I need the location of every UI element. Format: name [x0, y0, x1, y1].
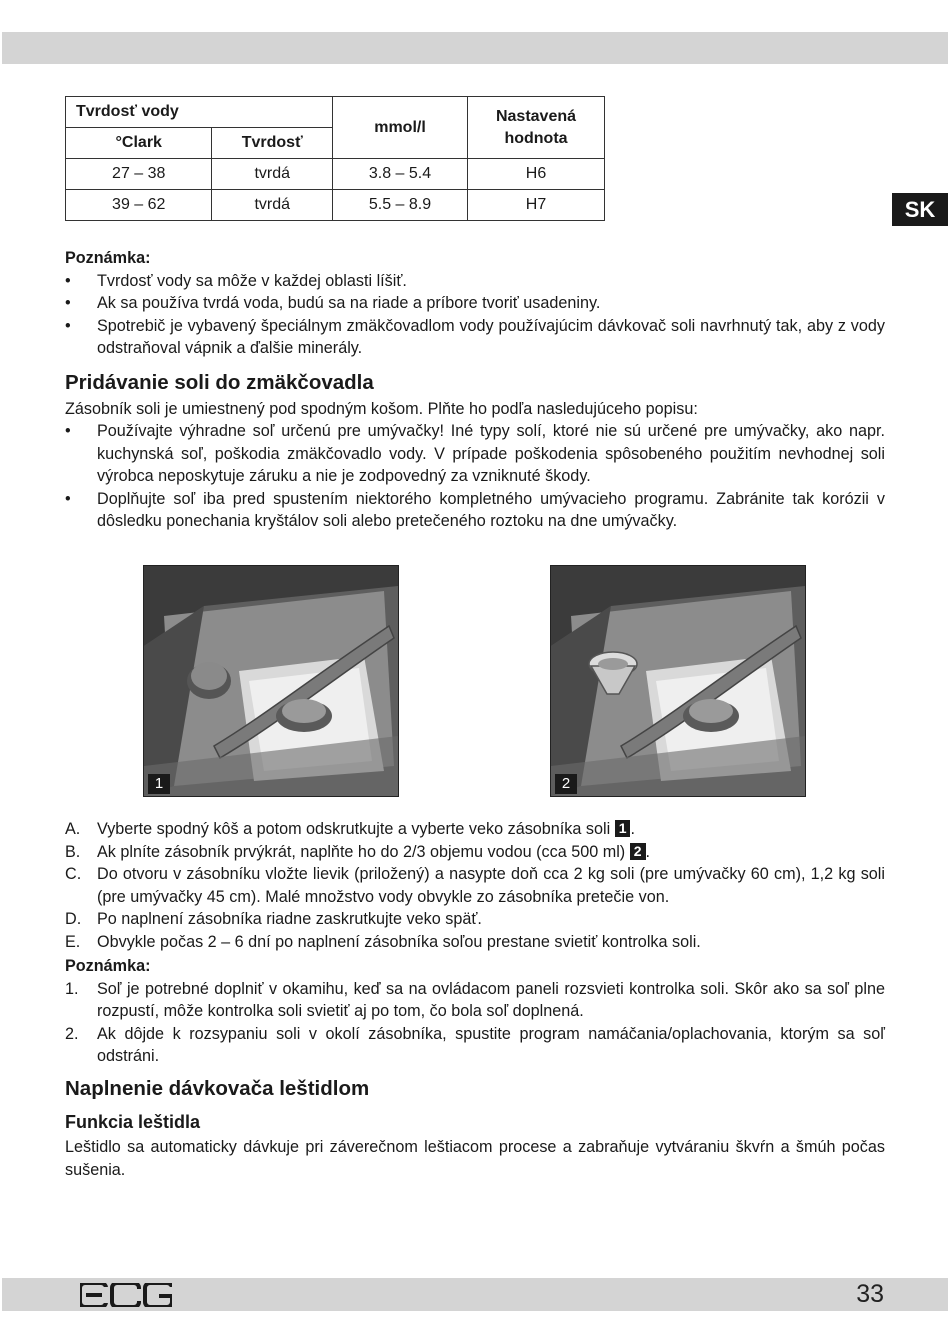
list-item: • Ak sa používa tvrdá voda, budú sa na riade a príbore tvoriť usadeniny. [65, 294, 601, 312]
list-item: D. Po naplnení zásobníka riadne zaskrutkujte veko späť. [65, 910, 482, 928]
table-group-header: Tvrdosť vody [66, 97, 333, 128]
table-header-value: Nastavená hodnota [468, 97, 605, 159]
water-hardness-table [65, 96, 605, 221]
steps-list [65, 818, 885, 953]
figure-funnel [550, 565, 806, 797]
figure-ref-badge: 1 [615, 820, 631, 837]
list-item: B. Ak plníte zásobník prvýkrát, naplňte ho do 2/3 objemu vodou (cca 500 ml) 2 . [65, 842, 650, 861]
ecg-logo [80, 1283, 172, 1307]
note-block-1 [65, 247, 885, 360]
dishwasher-interior-image [551, 566, 805, 796]
page-number: 33 [856, 1280, 884, 1308]
list-item: 2. Ak dôjde k rozsypaniu soli v okolí zásobníka, spustite program namáčania/oplachovania, ktorým sa soľ odstráni. [65, 1024, 885, 1065]
figure-number: 1 [148, 774, 170, 794]
salt-section [65, 372, 885, 533]
list-item: 1. Soľ je potrebné doplniť v okamihu, keď sa na ovládacom paneli rozsvieti kontrolka soli. Skôr ako sa soľ plne rozpustí, môže kontrolka soli svietiť aj po tom, čo bola soľ doplnená. [65, 979, 885, 1020]
language-tab: SK [892, 193, 948, 226]
note-title: Poznámka: [65, 957, 151, 975]
list-item: • Doplňujte soľ iba pred spustením niektorého kompletného umývacieho programu. Zabránite tak korózii v dôsledku ponechania kryštálov soli alebo pretečeného roztoku na dne umývačky. [65, 489, 885, 530]
list-item: E. Obvykle počas 2 – 6 dní po naplnení zásobníka soľou prestane svietiť kontrolka soli. [65, 932, 701, 951]
figure-number: 2 [555, 774, 577, 794]
table-row: 39 – 62 tvrdá 5.5 – 8.9 H7 [66, 190, 605, 221]
section-heading: Naplnenie dávkovača leštidlom [65, 1077, 370, 1100]
list-item: • Tvrdosť vody sa môže v každej oblasti líšiť. [65, 271, 407, 290]
section-text: Leštidlo sa automaticky dávkuje pri záverečnom leštiacom procese a zabraňuje vytváraniu škvŕn a šmúh počas sušenia. [65, 1138, 885, 1179]
note-title: Poznámka: [65, 249, 151, 267]
section-subheading: Funkcia leštidla [65, 1111, 201, 1132]
table-header-hardness: Tvrdosť [212, 128, 333, 159]
list-item: C. Do otvoru v zásobníku vložte lievik (priložený) a nasypte doň cca 2 kg soli (pre umývačky 60 cm), 1,2 kg soli (pre umývačky 45 cm). Malé množstvo vody obvykle zo zásobníka pretečie von. [65, 865, 885, 906]
dishwasher-interior-image [144, 566, 398, 796]
figure-salt-cap [143, 565, 399, 797]
table-row: 27 – 38 tvrdá 3.8 – 5.4 H6 [66, 159, 605, 190]
section-intro: Zásobník soli je umiestnený pod spodným košom. Plňte ho podľa nasledujúceho popisu: [65, 399, 698, 418]
table-header-clark: °Clark [66, 128, 212, 159]
note-block-2 [65, 955, 885, 1068]
header-bar [2, 32, 948, 64]
table-header-mmol: mmol/l [333, 97, 468, 159]
section-heading: Pridávanie soli do zmäkčovadla [65, 371, 374, 394]
list-item: • Používajte výhradne soľ určenú pre umývačky! Iné typy solí, ktoré nie sú určené pre umývačky, ako napr. kuchynská soľ, poškodia zmäkčovadlo vody. V prípade poškodenia spôsobeného použitím nevhodnej soli výrobca neposkytuje záruku a nie je zodpovedný za vzniknuté škody. [65, 422, 885, 485]
list-item: • Spotrebič je vybavený špeciálnym zmäkčovadlom vody používajúcim dávkovač soli navrhnutý tak, aby z vody odstraňoval vápnik a ďalšie minerály. [65, 316, 885, 357]
rinse-section [65, 1078, 885, 1181]
list-item: A. Vyberte spodný kôš a potom odskrutkujte a vyberte veko zásobníka soli 1 . [65, 820, 635, 838]
figure-ref-badge: 2 [630, 843, 646, 860]
